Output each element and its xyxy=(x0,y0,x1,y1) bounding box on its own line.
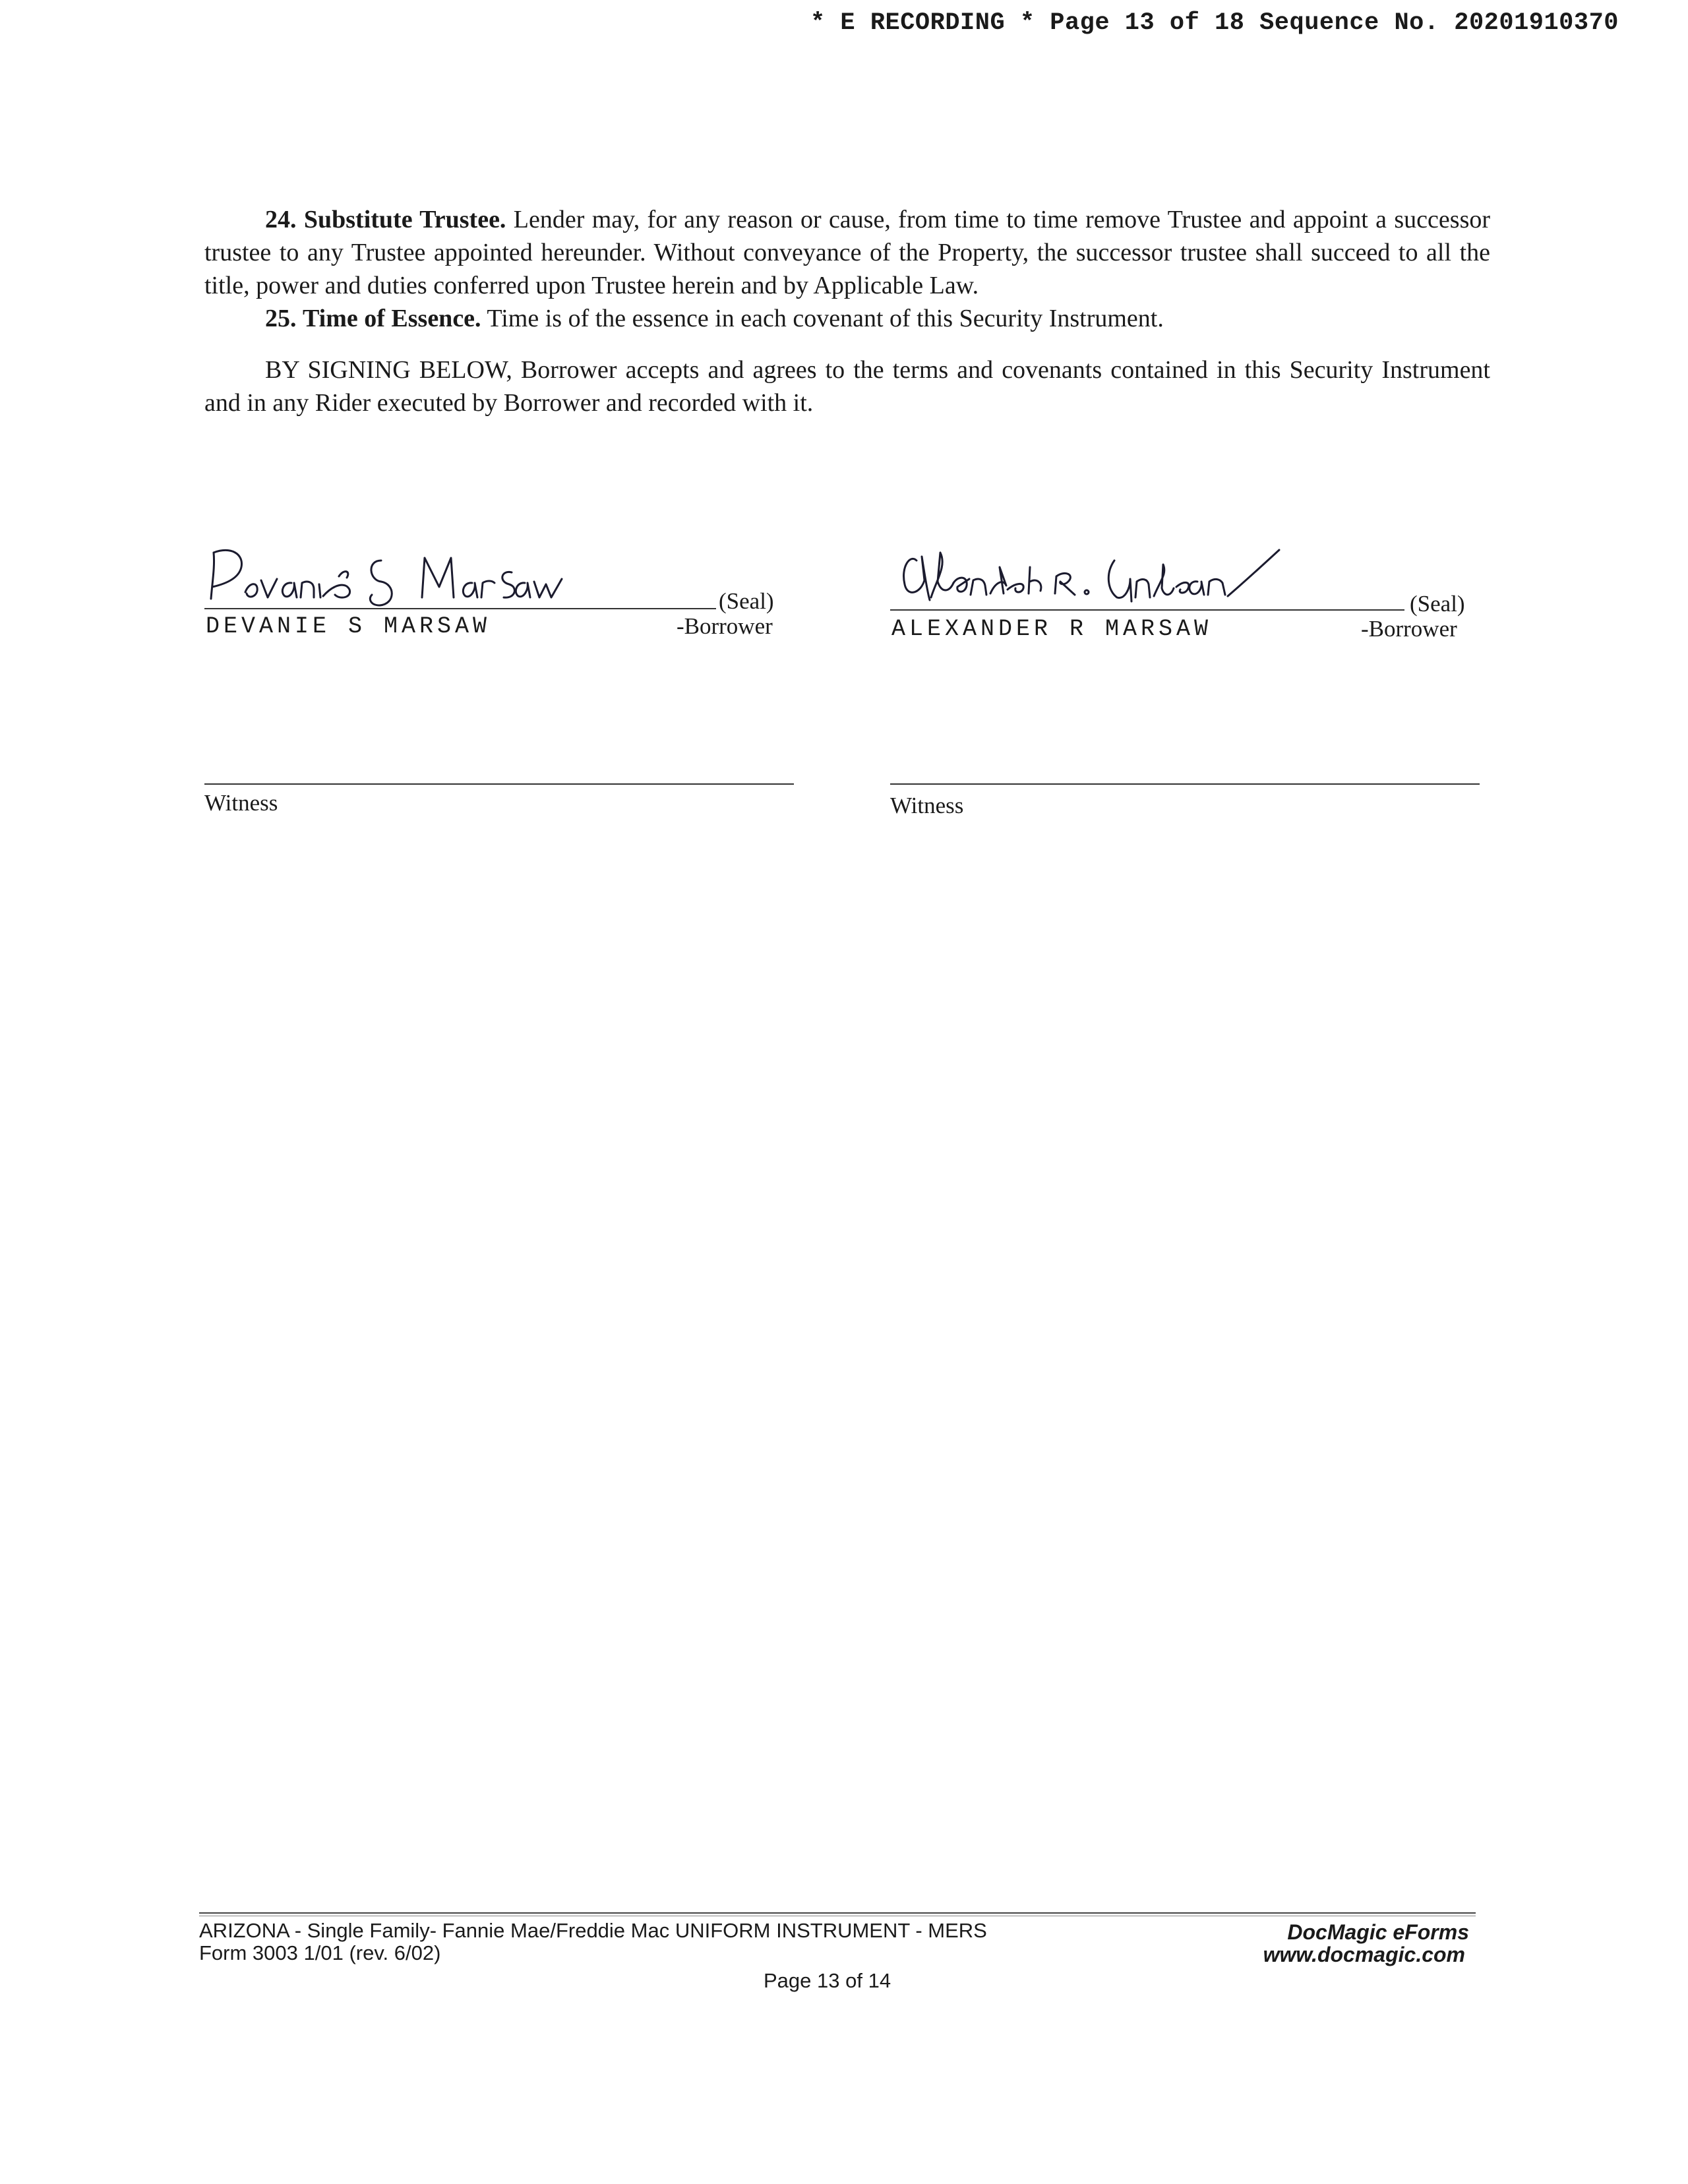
paragraph-heading: Time of Essence. xyxy=(303,305,481,332)
footer-form-title: ARIZONA - Single Family- Fannie Mae/Freddie Mac UNIFORM INSTRUMENT - MERS xyxy=(199,1919,987,1942)
paragraph-text: Lender may, for any reason or cause, from time to time remove Trustee and appoint a successor trustee to any Trustee appointed hereunder. Without conveyance of the Property, the successor trustee shall succeed to all the title, power and duties conferred upon Trustee herein and by Applicable Law. xyxy=(204,206,1491,299)
handwritten-signature xyxy=(204,541,574,613)
signing-statement: BY SIGNING BELOW, Borrower accepts and agrees to the terms and covenants contained in this Security Instrument and in any Rider executed by Borrower and recorded with it. xyxy=(204,356,1490,417)
seal-label: (Seal) xyxy=(1410,591,1465,617)
witness-line xyxy=(890,783,1480,785)
witness-line xyxy=(204,783,794,785)
footer-page-number: Page 13 of 14 xyxy=(764,1969,891,1992)
footer-brand-logo: DocMagic eForms xyxy=(1287,1920,1469,1944)
witness-label: Witness xyxy=(204,790,278,816)
handwritten-signature xyxy=(890,541,1312,613)
paragraph-25 xyxy=(204,302,1490,335)
witness-block-1 xyxy=(204,783,785,836)
seal-label: (Seal) xyxy=(719,588,774,614)
paragraph-number: 24. xyxy=(265,206,297,233)
paragraph-heading: Substitute Trustee. xyxy=(303,206,506,233)
signature-block-borrower-1 xyxy=(204,541,785,659)
witness-label: Witness xyxy=(890,793,964,818)
paragraph-number: 25. xyxy=(265,305,297,332)
witness-block-2 xyxy=(890,783,1470,836)
footer-rule xyxy=(199,1912,1476,1914)
document-body xyxy=(204,203,1490,419)
signature-block-borrower-2 xyxy=(890,541,1470,659)
signer-name: DEVANIE S MARSAW xyxy=(206,613,491,640)
footer-form-number: Form 3003 1/01 (rev. 6/02) xyxy=(199,1941,441,1964)
paragraph-24 xyxy=(204,203,1490,302)
paragraph-text: Time is of the essence in each covenant of this Security Instrument. xyxy=(487,305,1164,332)
signer-name: ALEXANDER R MARSAW xyxy=(891,616,1213,642)
borrower-role-label: -Borrower xyxy=(677,613,773,639)
footer-brand-url: www.docmagic.com xyxy=(1263,1943,1465,1966)
signature-line xyxy=(204,608,716,609)
borrower-role-label: -Borrower xyxy=(1361,616,1457,642)
signature-line xyxy=(890,609,1404,611)
recording-header: * E RECORDING * Page 13 of 18 Sequence No. 20201910370 xyxy=(810,9,1619,37)
